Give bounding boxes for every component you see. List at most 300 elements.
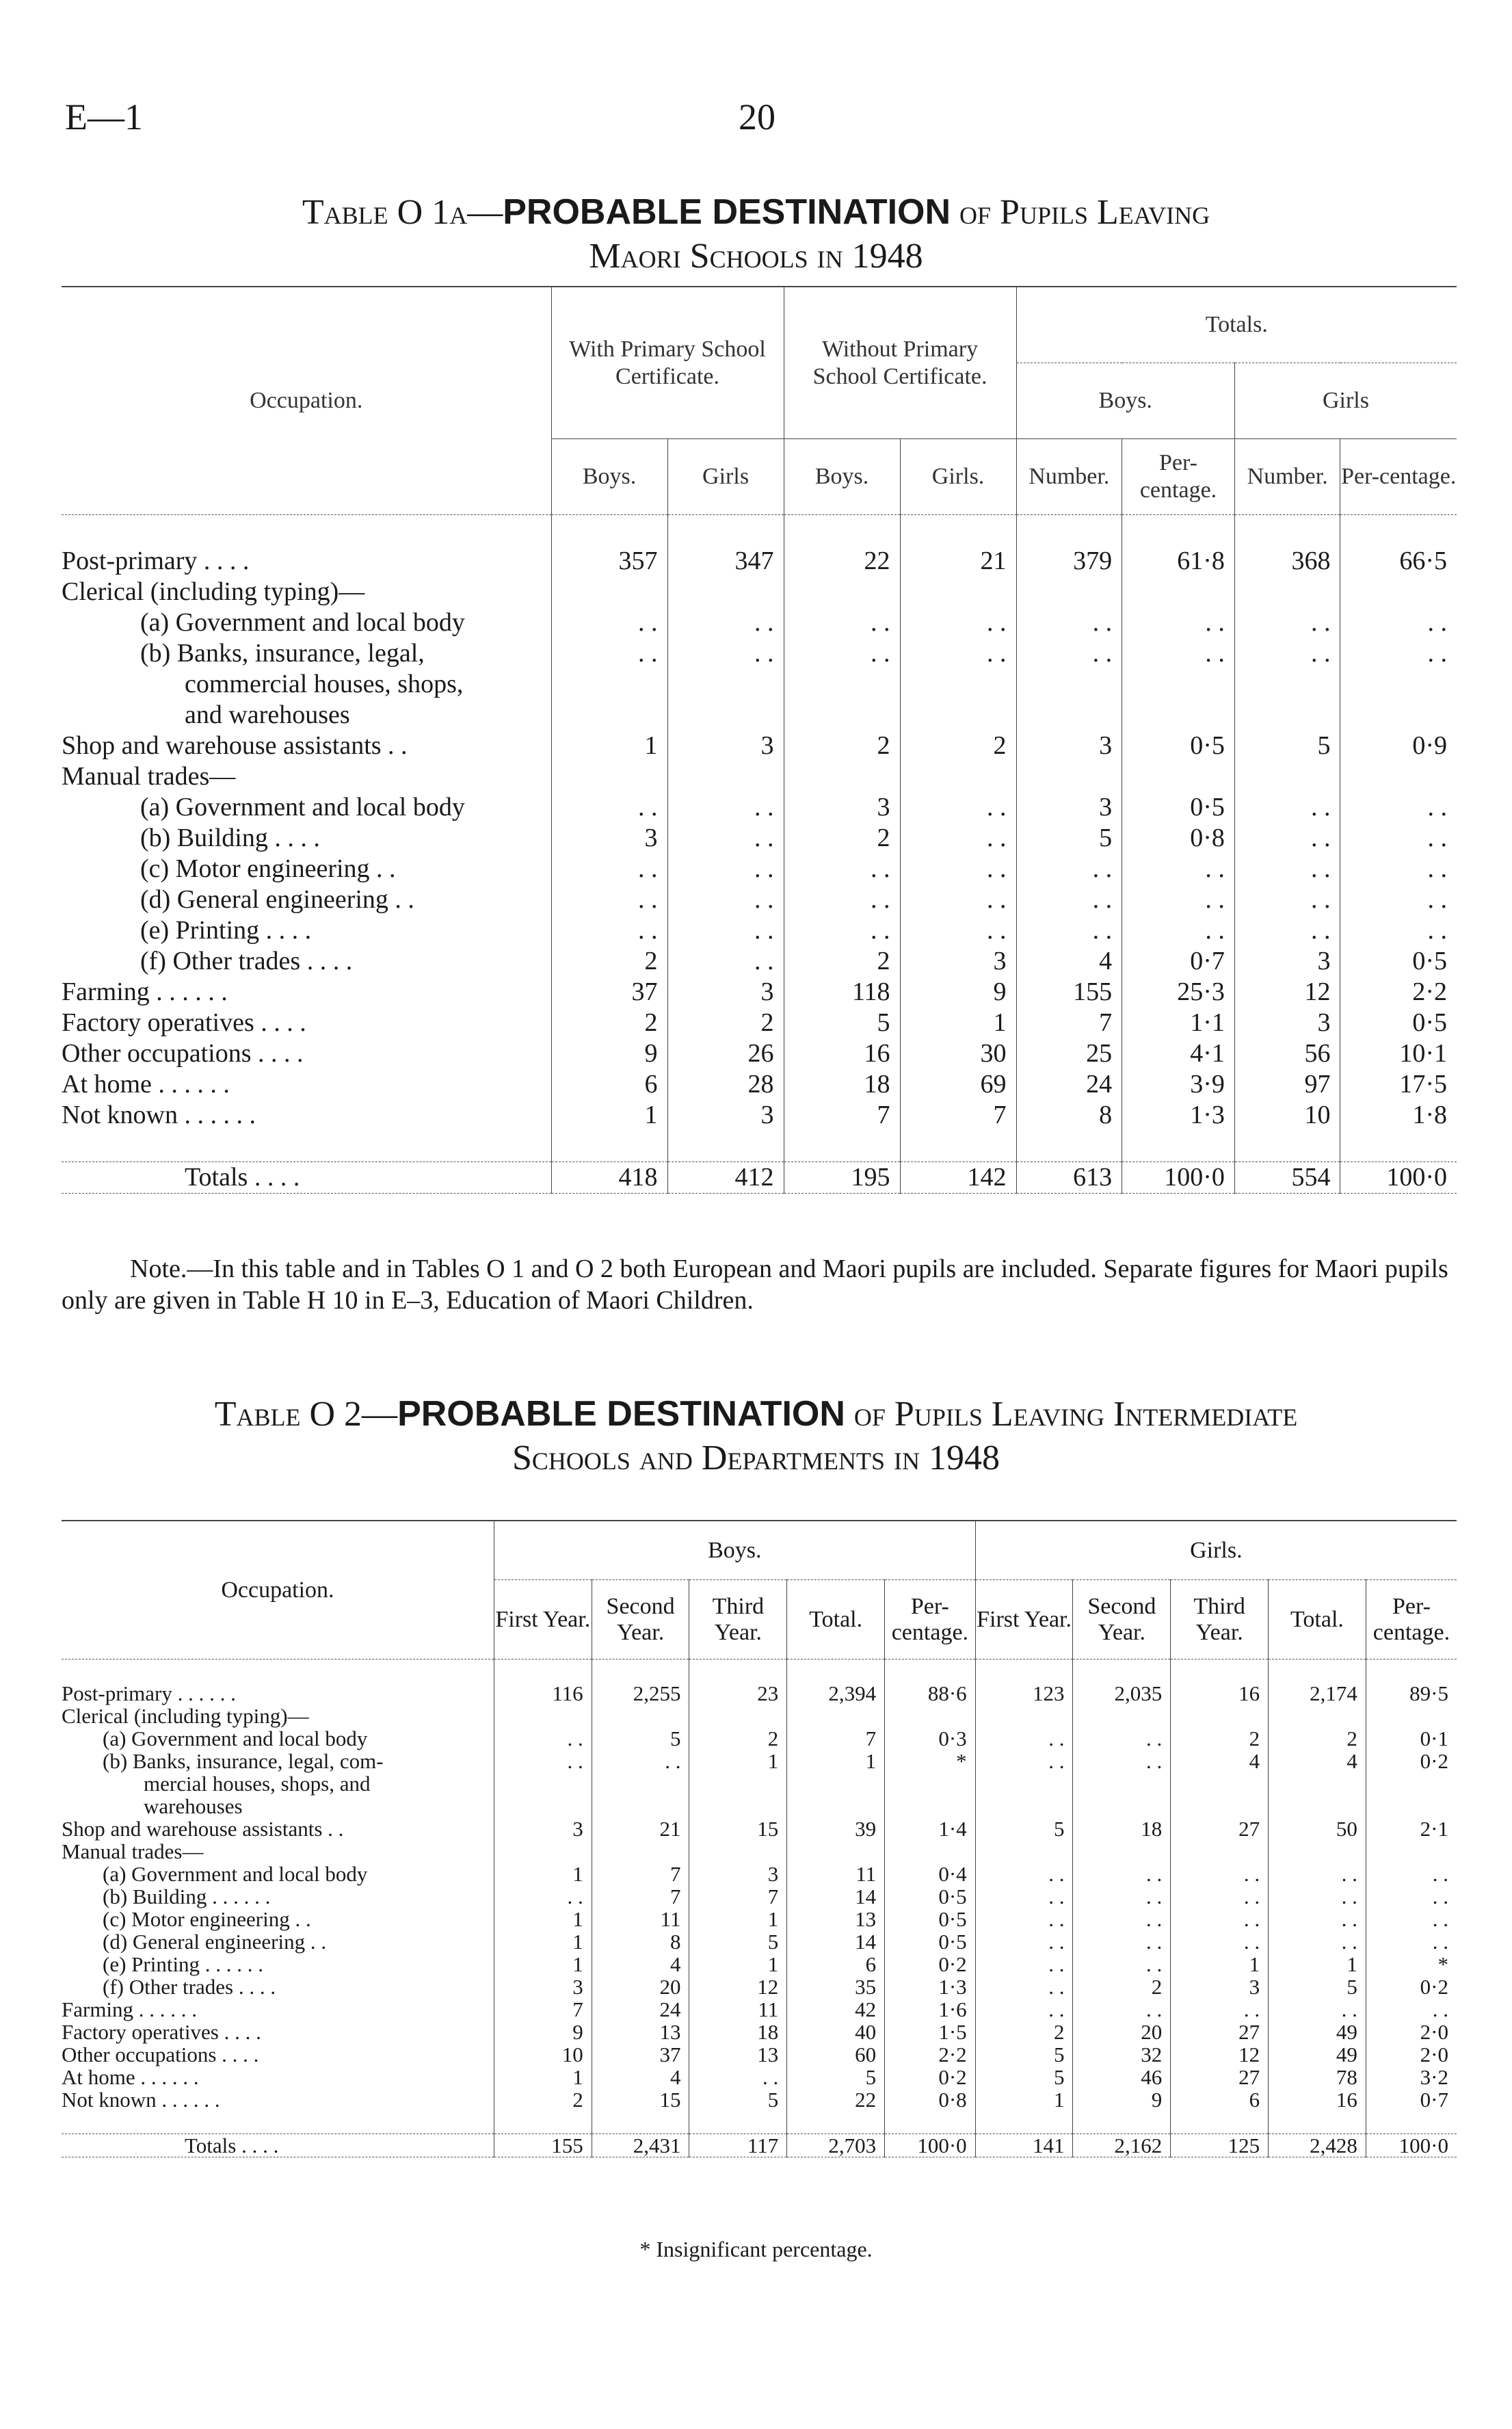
cell-value: . . [1366,1998,1457,2021]
cell-value: 32 [1073,2043,1171,2066]
cell-value: . . [1234,638,1340,669]
row-label: (a) Government and local body [103,1862,368,1886]
cell-value: . . [551,884,667,915]
cell-value [784,700,900,731]
row-label: (d) General engineering . . [103,1930,327,1954]
cell-value: . . [1366,1908,1457,1930]
row-label: Manual trades— [62,1839,204,1863]
cell-value: 3 [689,1863,787,1885]
cell-value: 5 [1234,731,1340,761]
cell-value [1073,1795,1171,1817]
table-row [62,2043,1457,2066]
total-value: 412 [667,1162,784,1194]
cell-value: 60 [787,2043,885,2066]
table-row [62,669,1457,700]
total-value: 2,162 [1073,2134,1171,2157]
cell-value: 1 [689,1908,787,1930]
cell-value: . . [1073,1908,1171,1930]
cell-value: 2 [667,1008,784,1038]
total-value: 100·0 [1122,1162,1235,1194]
cell-value: 0·8 [1122,823,1235,854]
cell-value: . . [667,854,784,884]
cell-value: 368 [1234,546,1340,577]
cell-value: 21 [900,546,1016,577]
totals-label: Totals . . . . [62,1162,551,1194]
cell-value [494,1705,592,1727]
cell-value: 2 [900,731,1016,761]
cell-value: 3 [667,977,784,1008]
cell-value: 0·8 [885,2088,976,2111]
cell-value: 3 [1016,731,1122,761]
table-row [62,1863,1457,1885]
cell-value: . . [900,792,1016,823]
table-row [62,761,1457,792]
cell-value: 23 [689,1682,787,1705]
table-row [62,1885,1457,1908]
row-label: Manual trades— [62,762,236,791]
table2-title-prefix: Table O 2— [214,1395,398,1434]
cell-value [787,1772,885,1795]
row-label: (c) Motor engineering . . [103,1907,311,1931]
cell-value [787,1795,885,1817]
cell-value: . . [1073,1727,1171,1750]
table-row [62,1705,1457,1727]
cell-value: . . [1171,1998,1269,2021]
cell-value: . . [551,915,667,946]
cell-value: 1 [1269,1953,1366,1975]
cell-value: 118 [784,977,900,1008]
cell-value: . . [1269,1885,1366,1908]
cell-value: . . [1171,1908,1269,1930]
cell-value: 0·5 [885,1908,976,1930]
cell-value: 1 [551,731,667,761]
table-row [62,1772,1457,1795]
cell-value: 27 [1171,2021,1269,2043]
cell-value: 10·1 [1340,1038,1457,1069]
cell-value [689,1705,787,1727]
table-row [62,2066,1457,2088]
table-row [62,2088,1457,2111]
cell-value: 2 [1171,1727,1269,1750]
cell-value: 1 [494,1908,592,1930]
t2-header-boys-third: Third Year. [689,1580,787,1659]
cell-value: . . [784,607,900,638]
cell-value: 5 [975,1817,1073,1840]
t2-header-occupation: Occupation. [62,1521,494,1659]
cell-value: 116 [494,1682,592,1705]
cell-value: 155 [1016,977,1122,1008]
page-section: E—1 [65,96,143,137]
cell-value: 13 [689,2043,787,2066]
row-label: (a) Government and local body [103,1726,368,1750]
row-label: (a) Government and local body [140,608,465,637]
cell-value: 1 [1171,1953,1269,1975]
cell-value: . . [975,1975,1073,1998]
cell-value: 2 [784,731,900,761]
cell-value: 1·1 [1122,1008,1235,1038]
cell-value: 3 [667,731,784,761]
cell-value: 25 [1016,1038,1122,1069]
cell-value: . . [1171,1863,1269,1885]
t2-header-boys-percentage: Per-centage. [885,1580,976,1659]
cell-value: 3 [784,792,900,823]
totals-row [62,2134,1457,2157]
cell-value: 18 [689,2021,787,2043]
cell-value: 0·5 [1122,731,1235,761]
cell-value: 20 [1073,2021,1171,2043]
cell-value: . . [1122,884,1235,915]
cell-value: . . [975,1885,1073,1908]
table-row [62,1953,1457,1975]
cell-value: . . [975,1998,1073,2021]
cell-value: 357 [551,546,667,577]
cell-value [592,1772,689,1795]
t2-header-girls-first: First Year. [975,1580,1073,1659]
row-label: Shop and warehouse assistants . . [62,1817,344,1841]
cell-value [1269,1772,1366,1795]
cell-value [1171,1840,1269,1863]
cell-value: 13 [592,2021,689,2043]
cell-value: 2,174 [1269,1682,1366,1705]
cell-value: 9 [494,2021,592,2043]
cell-value: 5 [975,2043,1073,2066]
row-label: Factory operatives . . . . [62,1008,306,1037]
cell-value: . . [592,1750,689,1772]
table-row [62,792,1457,823]
t2-header-girls: Girls. [975,1521,1457,1580]
cell-value: 2 [689,1727,787,1750]
table1-title-rest: of Pupils Leaving [951,193,1210,232]
cell-value: 37 [592,2043,689,2066]
row-label: At home . . . . . . [62,2065,199,2089]
cell-value [1340,761,1457,792]
cell-value: 5 [689,1930,787,1953]
table2-title-rest: of Pupils Leaving Intermediate [845,1395,1298,1434]
cell-value: 2,255 [592,1682,689,1705]
cell-value: 3 [900,946,1016,977]
cell-value: . . [900,854,1016,884]
cell-value: 2,035 [1073,1682,1171,1705]
total-value: 2,703 [787,2134,885,2157]
cell-value: 0·5 [885,1885,976,1908]
cell-value: 14 [787,1930,885,1953]
cell-value: . . [1340,915,1457,946]
cell-value [1016,700,1122,731]
table-row [62,1975,1457,1998]
cell-value: . . [667,607,784,638]
cell-value: 0·7 [1122,946,1235,977]
cell-value [1234,577,1340,607]
cell-value: 2·2 [885,2043,976,2066]
cell-value: 1·5 [885,2021,976,2043]
cell-value: 0·5 [1122,792,1235,823]
t1-header-boys: Boys. [1016,363,1234,439]
cell-value: 1 [689,1750,787,1772]
cell-value: 3 [551,823,667,854]
row-label: Other occupations . . . . [62,1039,304,1068]
total-value: 554 [1234,1162,1340,1194]
cell-value [784,669,900,700]
cell-value: 6 [1171,2088,1269,2111]
cell-value: 1 [689,1953,787,1975]
cell-value [1366,1840,1457,1863]
row-label: (d) General engineering . . [140,885,414,914]
table-row [62,1908,1457,1930]
cell-value: 3·9 [1122,1069,1235,1100]
cell-value: . . [1073,1953,1171,1975]
table-row [62,823,1457,854]
cell-value: 1 [494,2066,592,2088]
cell-value: . . [784,915,900,946]
cell-value: 9 [551,1038,667,1069]
total-value: 418 [551,1162,667,1194]
row-label: (f) Other trades . . . . [140,947,353,975]
cell-value: 11 [689,1998,787,2021]
total-value: 100·0 [1366,2134,1457,2157]
cell-value [1366,1772,1457,1795]
cell-value: 0·2 [1366,1975,1457,1998]
cell-value: 2·0 [1366,2043,1457,2066]
cell-value: 2 [1269,1727,1366,1750]
cell-value [667,577,784,607]
cell-value: 1 [787,1750,885,1772]
t2-header-girls-percentage: Per-centage. [1366,1580,1457,1659]
row-label: Not known . . . . . . [62,1101,256,1129]
cell-value: 39 [787,1817,885,1840]
cell-value: . . [1234,884,1340,915]
cell-value: 9 [900,977,1016,1008]
cell-value [885,1705,976,1727]
cell-value: 35 [787,1975,885,1998]
row-label: Other occupations . . . . [62,2043,259,2066]
table-row [62,1069,1457,1100]
table-row [62,546,1457,577]
cell-value: 7 [689,1885,787,1908]
cell-value: 0·4 [885,1863,976,1885]
cell-value [551,700,667,731]
cell-value: 1 [551,1100,667,1131]
cell-value: . . [975,1908,1073,1930]
row-label: (a) Government and local body [140,793,465,822]
table-row [62,607,1457,638]
t1-header-girls-number: Number. [1234,439,1340,515]
cell-value [1016,761,1122,792]
row-label: Clerical (including typing)— [62,1704,309,1728]
cell-value: 1 [975,2088,1073,2111]
cell-value: . . [975,1750,1073,1772]
cell-value [1269,1840,1366,1863]
row-label: Shop and warehouse assistants . . [62,731,408,760]
cell-value: 5 [592,1727,689,1750]
cell-value: . . [1234,792,1340,823]
cell-value: 61·8 [1122,546,1235,577]
cell-value: 46 [1073,2066,1171,2088]
cell-value: . . [1016,884,1122,915]
table-row [62,1727,1457,1750]
cell-value: 3 [1171,1975,1269,1998]
cell-value [1122,761,1235,792]
cell-value: . . [667,792,784,823]
cell-value: 6 [551,1069,667,1100]
cell-value [885,1840,976,1863]
cell-value: . . [1366,1930,1457,1953]
cell-value: . . [900,638,1016,669]
cell-value: 50 [1269,1817,1366,1840]
t2-header-boys: Boys. [494,1521,975,1580]
t1-header-girls-percentage: Per-centage. [1340,439,1457,515]
cell-value: 2 [551,946,667,977]
cell-value: . . [1234,607,1340,638]
cell-value: 2 [551,1008,667,1038]
table-row [62,1840,1457,1863]
cell-value: 4 [1171,1750,1269,1772]
cell-value: 2 [494,2088,592,2111]
cell-value: . . [1073,1750,1171,1772]
cell-value: . . [1340,823,1457,854]
page-number: 20 [739,96,775,137]
row-label: mercial houses, shops, and [144,1772,371,1796]
cell-value [551,669,667,700]
t2-header-boys-first: First Year. [494,1580,592,1659]
cell-value: 89·5 [1366,1682,1457,1705]
row-label: (b) Building . . . . [140,824,320,852]
cell-value: 5 [689,2088,787,2111]
cell-value: 66·5 [1340,546,1457,577]
cell-value [689,1840,787,1863]
t1-header-occupation: Occupation. [62,287,551,515]
cell-value [592,1705,689,1727]
t1-header-girls-with: Girls [667,439,784,515]
cell-value: 22 [787,2088,885,2111]
cell-value: 1 [494,1953,592,1975]
cell-value: . . [975,1863,1073,1885]
cell-value: 3 [1016,792,1122,823]
cell-value: . . [1122,607,1235,638]
table-row [62,946,1457,977]
table-row [62,1682,1457,1705]
cell-value: . . [551,638,667,669]
cell-value: 5 [784,1008,900,1038]
cell-value [592,1795,689,1817]
cell-value: 30 [900,1038,1016,1069]
cell-value: 0·5 [885,1930,976,1953]
cell-value: * [1366,1953,1457,1975]
cell-value [900,700,1016,731]
cell-value [1016,577,1122,607]
total-value: 155 [494,2134,592,2157]
t1-header-girls-without: Girls. [900,439,1016,515]
cell-value: . . [551,792,667,823]
cell-value: 24 [592,1998,689,2021]
table-row [62,854,1457,884]
cell-value: 7 [784,1100,900,1131]
cell-value: . . [1269,1863,1366,1885]
cell-value: 1 [494,1863,592,1885]
cell-value [885,1772,976,1795]
cell-value: . . [975,1930,1073,1953]
cell-value [1340,700,1457,731]
cell-value: 18 [784,1069,900,1100]
cell-value: . . [1016,915,1122,946]
cell-value: . . [551,854,667,884]
cell-value: . . [900,823,1016,854]
table-row [62,2021,1457,2043]
cell-value: 18 [1073,1817,1171,1840]
cell-value: 0·3 [885,1727,976,1750]
cell-value: . . [689,2066,787,2088]
cell-value: 27 [1171,1817,1269,1840]
t1-header-totals: Totals. [1016,287,1457,363]
table-row [62,1817,1457,1840]
cell-value: . . [900,915,1016,946]
cell-value [975,1772,1073,1795]
row-label: (b) Banks, insurance, legal, com- [103,1749,384,1773]
cell-value [551,761,667,792]
total-value: 117 [689,2134,787,2157]
cell-value [667,700,784,731]
cell-value: 0·5 [1340,946,1457,977]
cell-value: . . [1340,792,1457,823]
cell-value: . . [1234,823,1340,854]
t1-header-boys-without: Boys. [784,439,900,515]
cell-value [885,1795,976,1817]
cell-value: 11 [592,1908,689,1930]
total-value: 2,431 [592,2134,689,2157]
t1-header-with-cert: With Primary School Certificate. [551,287,784,439]
table-row [62,1998,1457,2021]
cell-value: 5 [975,2066,1073,2088]
cell-value [667,761,784,792]
cell-value: 2 [784,946,900,977]
total-value: 2,428 [1269,2134,1366,2157]
cell-value: 3 [1234,1008,1340,1038]
cell-value [784,761,900,792]
cell-value: 10 [494,2043,592,2066]
cell-value: 3 [494,1817,592,1840]
cell-value: . . [1073,1930,1171,1953]
table1 [62,286,1457,1194]
cell-value: 7 [787,1727,885,1750]
cell-value: 2 [1073,1975,1171,1998]
cell-value: 2 [975,2021,1073,2043]
cell-value: 1·3 [885,1975,976,1998]
cell-value: 2·2 [1340,977,1457,1008]
cell-value: . . [1269,1998,1366,2021]
cell-value: 0·2 [885,1953,976,1975]
cell-value: 7 [592,1863,689,1885]
row-label: (e) Printing . . . . . . [103,1952,264,1976]
cell-value: . . [900,884,1016,915]
cell-value [787,1840,885,1863]
cell-value [1269,1795,1366,1817]
cell-value: 3 [494,1975,592,1998]
cell-value: 4·1 [1122,1038,1235,1069]
totals-row [62,1162,1457,1194]
cell-value: 0·5 [1340,1008,1457,1038]
cell-value: 14 [787,1885,885,1908]
row-label: Farming . . . . . . [62,977,228,1006]
cell-value: 4 [1016,946,1122,977]
cell-value [1269,1705,1366,1727]
cell-value: 20 [592,1975,689,1998]
row-label: Post-primary . . . . . . [62,1681,236,1705]
cell-value: 16 [1171,1682,1269,1705]
cell-value [494,1795,592,1817]
table1-title-line2: Maori Schools in 1948 [589,237,923,276]
cell-value: 28 [667,1069,784,1100]
table-row [62,884,1457,915]
row-label: Not known . . . . . . [62,2088,220,2112]
